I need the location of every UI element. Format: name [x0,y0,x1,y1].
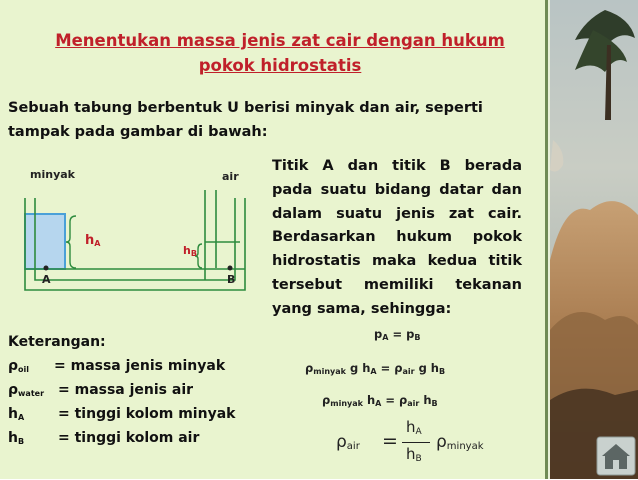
home-button[interactable] [596,436,636,476]
label-point-b: B [227,273,236,286]
label-hb: $h_B$ [183,244,197,258]
explanation-paragraph: Titik A dan titik B berada pada suatu bidang datar dan dalam suatu jenis zat cair. Berdasarkan hukum pokok hidrostatis maka kedua titik tersebut memiliki tekanan yang sama, sehingga: [272,158,522,317]
label-water: air [222,170,239,183]
point-b [228,266,233,271]
legend [8,330,236,450]
slide-title [30,28,530,78]
label-oil: minyak [30,168,75,181]
legend-item: $\rho_{oil}$ = massa jenis minyak [8,358,226,374]
intro-line-2: tampak pada gambar di bawah: [8,124,268,140]
brace-ha [66,216,76,268]
equation-simplified: $\rho_{minyak}$ $h_A = \rho_{air}$ $h_B$ [322,393,438,408]
point-a [44,266,49,271]
intro-line-1: Sebuah tabung berbentuk U berisi minyak dan air, seperti [8,100,483,116]
legend-item: $h_A$ = tinggi kolom minyak [8,406,236,422]
legend-item: $\rho_{water}$ = massa jenis air [8,382,194,398]
legend-item: $h_B$ = tinggi kolom air [8,430,200,446]
intro-text [8,96,528,144]
equation-hydrostatic: $\rho_{minyak}$ g $h_A = \rho_{air}$ g $h_B$ [305,361,446,376]
home-icon [596,436,636,476]
density-formula: $\rho_{air}$ = $h_A$ $h_B$ $\rho_{minyak}$ [336,418,484,464]
legend-heading: Keterangan: [8,334,106,350]
label-ha: $h_A$ [85,233,101,248]
coastal-photo [545,0,638,479]
oil-column [25,214,65,269]
label-point-a: A [42,273,51,286]
title-line-2: pokok hidrostatis [198,56,362,75]
equation-pressure: $p_A = p_B$ [374,327,421,342]
title-line-1: Menentukan massa jenis zat cair dengan hukum [55,31,505,50]
